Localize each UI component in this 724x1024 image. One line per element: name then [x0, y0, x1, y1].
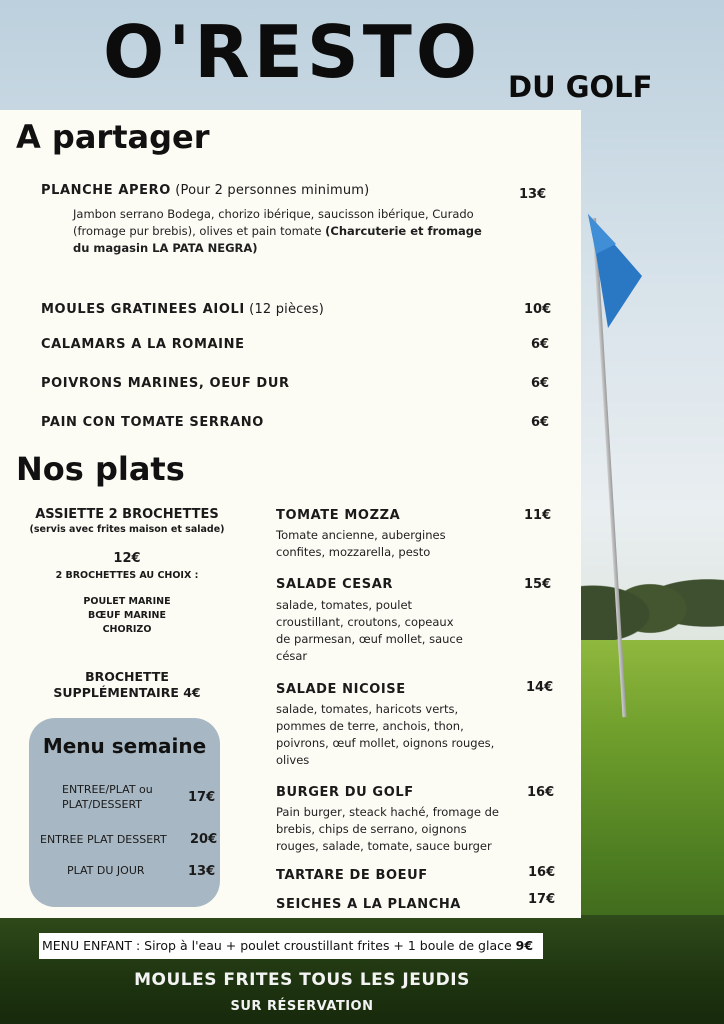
restaurant-name: O'RESTO: [103, 10, 482, 94]
brochettes-choice-label: 2 BROCHETTES AU CHOIX :: [55, 570, 199, 581]
menu-row-label: ENTREE PLAT DESSERT: [40, 833, 167, 846]
price: 6€: [531, 376, 550, 391]
dish-salade-nicoise: SALADE NICOISE: [276, 682, 406, 697]
choice-poulet: POULET MARINE: [83, 596, 171, 607]
dish-description: Pain burger, steack haché, fromage de brebis, chips de serrano, oignons rouges, salade, tomate, sauce burger: [276, 805, 499, 853]
price: 6€: [531, 415, 550, 430]
description-bold: (Charcuterie et fromage du magasin LA PATA NEGRA): [73, 224, 482, 255]
price: 16€: [527, 785, 555, 800]
dish-description: Tomate ancienne, aubergines confites, mozzarella, pesto: [276, 528, 446, 559]
item-planche-apero: [41, 183, 369, 198]
item-name: PLANCHE APERO: [41, 183, 171, 198]
brochettes-price: 12€: [113, 551, 141, 566]
restaurant-subtitle: DU GOLF: [508, 70, 653, 104]
section-title-share: A partager: [16, 118, 210, 156]
dish-tartare: TARTARE DE BOEUF: [276, 868, 428, 883]
promo-reservation: SUR RÉSERVATION: [230, 999, 374, 1014]
dish-seiches: SEICHES A LA PLANCHA: [276, 897, 461, 912]
menu-row-label: ENTREE/PLAT ou PLAT/DESSERT: [62, 783, 153, 811]
item-note: (12 pièces): [244, 302, 324, 317]
kids-menu-banner: [39, 933, 543, 959]
brochettes-note: (servis avec frites maison et salade): [29, 524, 225, 535]
dish-tomate-mozza: TOMATE MOZZA: [276, 508, 401, 523]
golf-flag-icon: [586, 214, 644, 329]
price: 11€: [524, 508, 552, 523]
price: 13€: [519, 187, 547, 202]
dish-description: salade, tomates, haricots verts, pommes de terre, anchois, thon, poivrons, œuf mollet, oignons rouges, olives: [276, 702, 495, 767]
kids-menu-text: MENU ENFANT : Sirop à l'eau + poulet croustillant frites + 1 boule de glace: [42, 938, 516, 953]
price: 17€: [528, 892, 556, 907]
menu-semaine-box: [29, 718, 220, 907]
kids-menu-price: 9€: [515, 938, 534, 953]
menu-row-label: PLAT DU JOUR: [67, 864, 145, 877]
menu-row-price: 20€: [190, 832, 218, 847]
price: 14€: [526, 680, 554, 695]
item-poivrons: POIVRONS MARINES, OEUF DUR: [41, 376, 290, 391]
menu-semaine-title: Menu semaine: [42, 734, 207, 758]
dish-burger-du-golf: BURGER DU GOLF: [276, 785, 414, 800]
item-moules-gratinees: [41, 302, 324, 317]
brochettes-title: ASSIETTE 2 BROCHETTES: [35, 507, 219, 522]
menu-row-price: 17€: [188, 790, 216, 805]
menu-panel: [0, 110, 581, 918]
menu-row-price: 13€: [188, 864, 216, 879]
price: 6€: [531, 337, 550, 352]
choice-boeuf: BŒUF MARINE: [88, 610, 166, 621]
section-title-plats: Nos plats: [16, 450, 185, 488]
item-name: MOULES GRATINEES AIOLI: [41, 302, 245, 317]
price: 16€: [528, 865, 556, 880]
price: 10€: [524, 302, 552, 317]
item-calamars: CALAMARS A LA ROMAINE: [41, 337, 245, 352]
item-pain-con-tomate: PAIN CON TOMATE SERRANO: [41, 415, 264, 430]
price: 15€: [524, 577, 552, 592]
choice-chorizo: CHORIZO: [102, 624, 152, 635]
item-description: [73, 206, 493, 257]
dish-description: salade, tomates, poulet croustillant, croutons, copeaux de parmesan, œuf mollet, sauce césar: [276, 598, 463, 663]
item-note: (Pour 2 personnes minimum): [170, 183, 370, 198]
dish-salade-cesar: SALADE CESAR: [276, 577, 394, 592]
promo-moules-frites: MOULES FRITES TOUS LES JEUDIS: [134, 970, 470, 990]
brochette-supplement: BROCHETTE SUPPLÉMENTAIRE 4€: [53, 669, 201, 700]
description-text: Jambon serrano Bodega, chorizo ibérique, saucisson ibérique, Curado (fromage pur brebis), olives et pain tomate: [73, 207, 474, 238]
